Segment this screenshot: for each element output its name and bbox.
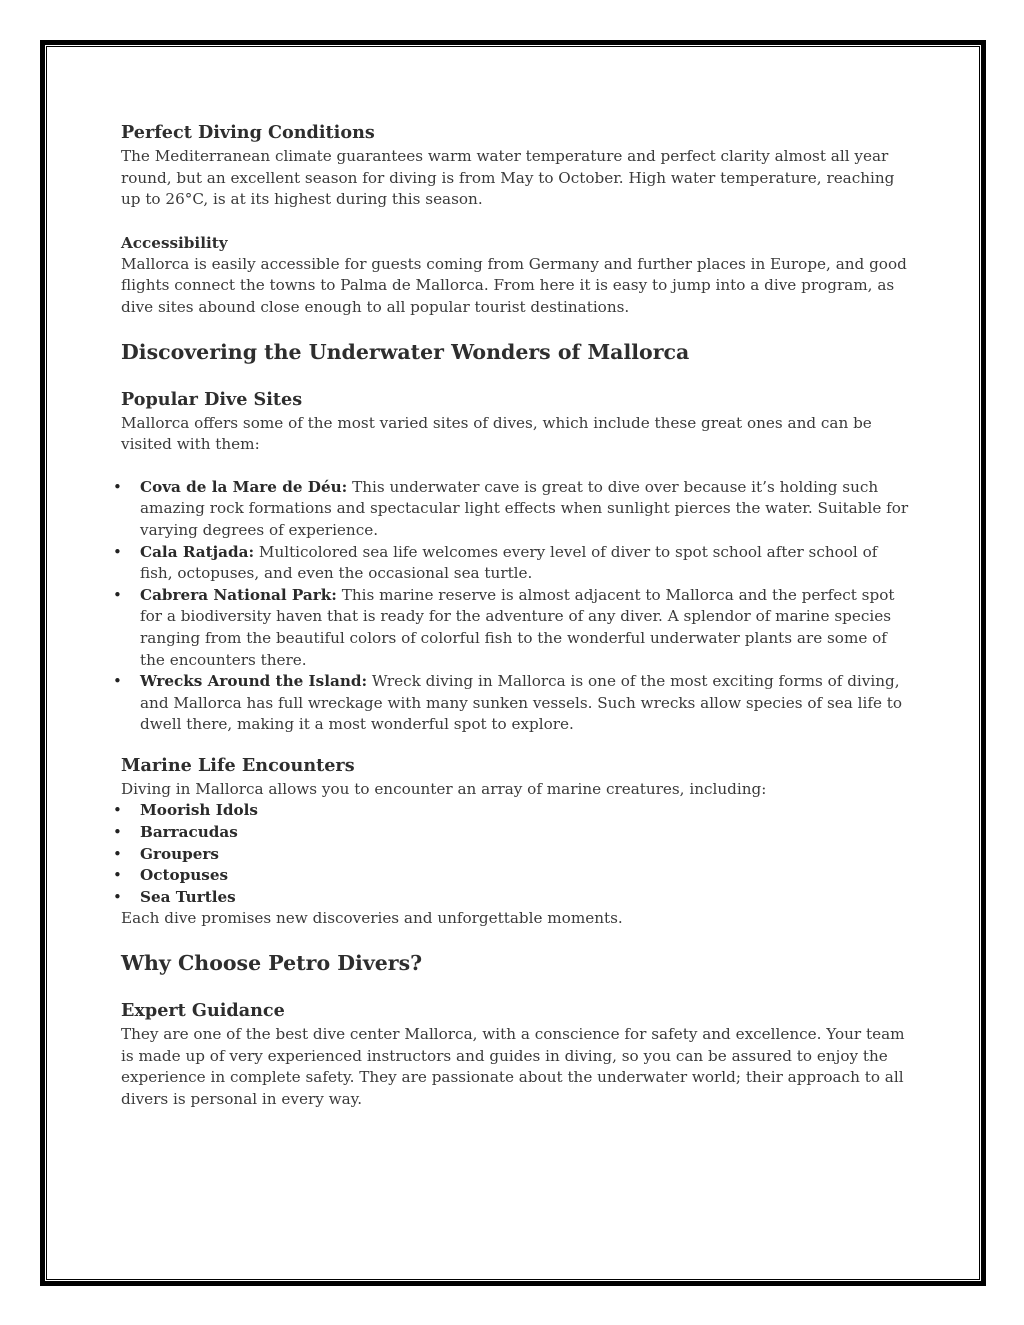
list-item [121, 542, 911, 585]
marine-life-list [121, 800, 911, 908]
site-name: Cabrera National Park: [140, 585, 337, 604]
site-description: This marine reserve is almost adjacent to Mallorca and the perfect spot for a biodiversity haven that is ready for the adventure of any diver. A splendor of marine species ranging from the beautiful colors of colorful fish to the wonderful underwater plants are some of the encounters there. [140, 585, 895, 669]
why-choose-heading: Why Choose Petro Divers? [121, 951, 423, 976]
site-description: Multicolored sea life welcomes every level of diver to spot school after school of fish, octopuses, and even the occasional sea turtle. [140, 542, 878, 583]
site-name: Cova de la Mare de Déu: [140, 477, 348, 496]
marine-life-heading: Marine Life Encounters [121, 754, 355, 776]
dive-sites-list [121, 477, 911, 736]
perfect-conditions-body: The Mediterranean climate guarantees warm water temperature and perfect clarity almost all year round, but an excellent season for diving is from May to October. High water temperature, reaching up to 26°C, is at its highest during this season. [121, 147, 895, 209]
site-name: Cala Ratjada: [140, 542, 255, 561]
popular-sites-heading: Popular Dive Sites [121, 388, 303, 410]
marine-life-outro: Each dive promises new discoveries and unforgettable moments. [121, 909, 623, 928]
accessibility-heading: Accessibility [121, 233, 228, 252]
perfect-conditions-heading: Perfect Diving Conditions [121, 122, 375, 143]
creature-name: Sea Turtles [140, 887, 236, 906]
list-item [121, 887, 911, 909]
accessibility-body: Mallorca is easily accessible for guests coming from Germany and further places in Europe, and good flights connect the towns to Palma de Mallorca. From here it is easy to jump into a dive program, as dive sites abound close enough to all popular tourist destinations. [121, 254, 907, 316]
list-item [121, 477, 911, 542]
site-description: Wreck diving in Mallorca is one of the most exciting forms of diving, and Mallorca has full wreckage with many sunken vessels. Such wrecks allow species of sea life to dwell there, making it a most wonderful spot to explore. [140, 672, 903, 734]
list-item [121, 844, 911, 866]
list-item [121, 865, 911, 887]
creature-name: Moorish Idols [140, 801, 258, 820]
list-item [121, 822, 911, 844]
expert-guidance-heading: Expert Guidance [121, 1000, 285, 1022]
creature-name: Barracudas [140, 823, 238, 842]
marine-life-intro: Diving in Mallorca allows you to encounter an array of marine creatures, including: [121, 779, 767, 798]
list-item [121, 671, 911, 736]
popular-sites-intro: Mallorca offers some of the most varied sites of dives, which include these great ones and can be visited with them: [121, 413, 872, 454]
list-item [121, 585, 911, 671]
expert-guidance-body: They are one of the best dive center Mallorca, with a conscience for safety and excellence. Your team is made up of very experienced instructors and guides in diving, so you can be assured to enjoy the experience in complete safety. They are passionate about the underwater world; their approach to all divers is personal in every way. [121, 1025, 905, 1108]
creature-name: Octopuses [140, 866, 229, 885]
document-content [121, 120, 911, 1110]
creature-name: Groupers [140, 844, 219, 863]
site-name: Wrecks Around the Island: [140, 672, 368, 691]
discovering-heading: Discovering the Underwater Wonders of Mallorca [121, 339, 690, 364]
site-description: This underwater cave is great to dive over because it’s holding such amazing rock formations and spectacular light effects when sunlight pierces the water. Suitable for varying degrees of experience. [140, 477, 909, 539]
list-item [121, 800, 911, 822]
